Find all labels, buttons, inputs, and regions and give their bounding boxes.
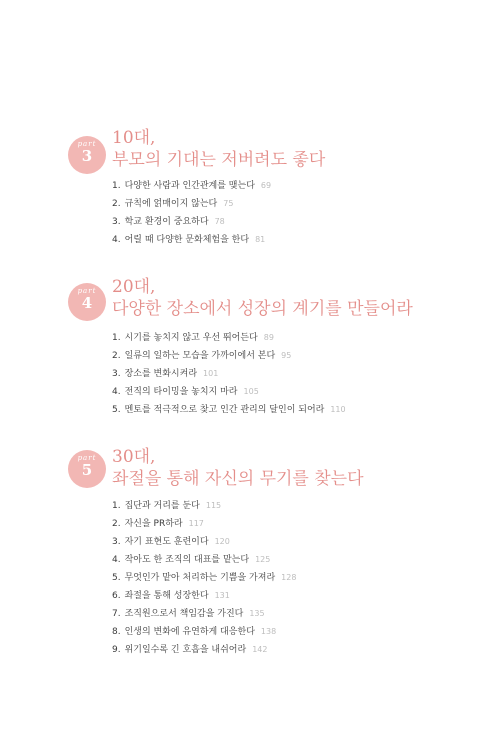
item-number: 1. xyxy=(112,181,121,191)
title-line-1: 10대, xyxy=(112,128,156,148)
item-page: 117 xyxy=(188,519,204,528)
badge-word: part xyxy=(77,140,97,148)
item-text: 전직의 타이밍을 놓치지 마라 xyxy=(124,387,238,397)
item-number: 4. xyxy=(112,235,121,245)
item-page: 142 xyxy=(252,645,268,654)
item-page: 101 xyxy=(203,369,219,378)
part-3-badge xyxy=(68,136,106,174)
item-text: 자신을 PR하라 xyxy=(124,519,183,529)
item-number: 4. xyxy=(112,387,121,397)
item-text: 일류의 일하는 모습을 가까이에서 본다 xyxy=(124,351,276,361)
title-line-1: 30대, xyxy=(112,447,156,467)
item-page: 138 xyxy=(260,627,277,636)
title-line-2: 좌절을 통해 자신의 무기를 찾는다 xyxy=(112,469,364,489)
list-item[interactable] xyxy=(112,329,346,347)
list-item[interactable] xyxy=(112,533,296,551)
item-page: 89 xyxy=(263,333,274,342)
item-page: 128 xyxy=(281,573,297,582)
item-text: 작아도 한 조직의 대표를 맡는다 xyxy=(124,555,250,565)
item-number: 5. xyxy=(112,405,121,415)
item-number: 2. xyxy=(112,351,121,361)
item-text: 자기 표현도 훈련이다 xyxy=(124,537,209,547)
item-number: 4. xyxy=(112,555,121,565)
item-page: 120 xyxy=(214,537,230,546)
item-page: 110 xyxy=(330,405,346,414)
item-page: 105 xyxy=(243,387,259,396)
item-number: 3. xyxy=(112,537,121,547)
item-text: 인생의 변화에 유연하게 대응한다 xyxy=(124,627,255,637)
item-text: 학교 환경이 중요하다 xyxy=(124,217,209,227)
part-3-title xyxy=(112,127,325,171)
list-item[interactable] xyxy=(112,497,296,515)
part-5-badge xyxy=(68,450,106,488)
title-line-2: 부모의 기대는 저버려도 좋다 xyxy=(112,150,326,170)
item-page: 131 xyxy=(214,591,230,600)
part-4-title xyxy=(112,276,413,320)
badge-number: 4 xyxy=(81,294,93,312)
part-4-list xyxy=(112,329,346,419)
list-item[interactable] xyxy=(112,347,346,365)
list-item[interactable] xyxy=(112,515,296,533)
part-3-list xyxy=(112,177,271,249)
item-page: 125 xyxy=(255,555,271,564)
item-text: 장소를 변화시켜라 xyxy=(124,369,198,379)
list-item[interactable] xyxy=(112,365,346,383)
item-number: 9. xyxy=(112,645,121,655)
item-text: 무엇인가 맡아 처리하는 기쁨을 가져라 xyxy=(124,573,276,583)
list-item[interactable] xyxy=(112,623,296,641)
list-item[interactable] xyxy=(112,383,346,401)
list-item[interactable] xyxy=(112,605,296,623)
item-number: 3. xyxy=(112,217,121,227)
list-item[interactable] xyxy=(112,213,271,231)
item-number: 7. xyxy=(112,609,121,619)
item-number: 1. xyxy=(112,333,121,343)
item-text: 조직원으로서 책임감을 가진다 xyxy=(124,609,244,619)
title-line-1: 20대, xyxy=(112,277,156,297)
item-number: 2. xyxy=(112,199,121,209)
item-page: 135 xyxy=(249,609,265,618)
item-page: 78 xyxy=(214,217,225,226)
item-page: 75 xyxy=(223,199,234,208)
item-text: 다양한 사람과 인간관계를 맺는다 xyxy=(124,181,255,191)
item-number: 1. xyxy=(112,501,121,511)
item-number: 8. xyxy=(112,627,121,637)
item-page: 69 xyxy=(260,181,272,190)
item-number: 3. xyxy=(112,369,121,379)
list-item[interactable] xyxy=(112,177,271,195)
part-5-title xyxy=(112,446,364,490)
list-item[interactable] xyxy=(112,569,296,587)
part-4-badge xyxy=(68,283,106,321)
badge-word: part xyxy=(77,454,97,462)
item-page: 95 xyxy=(281,351,292,360)
list-item[interactable] xyxy=(112,401,346,419)
item-page: 81 xyxy=(255,235,266,244)
item-text: 멘토를 적극적으로 찾고 인간 관리의 달인이 되어라 xyxy=(124,405,325,415)
item-number: 6. xyxy=(112,591,121,601)
list-item[interactable] xyxy=(112,195,271,213)
badge-number: 3 xyxy=(81,147,93,165)
item-number: 5. xyxy=(112,573,121,583)
item-text: 집단과 거리를 둔다 xyxy=(124,501,200,511)
list-item[interactable] xyxy=(112,641,296,659)
item-text: 어릴 때 다양한 문화체험을 한다 xyxy=(124,235,250,245)
item-text: 시기를 놓치지 않고 우선 뛰어든다 xyxy=(124,333,258,343)
badge-word: part xyxy=(77,287,97,295)
part-5-list xyxy=(112,497,296,659)
list-item[interactable] xyxy=(112,231,271,249)
item-text: 위기일수록 긴 호흡을 내쉬어라 xyxy=(124,645,247,655)
list-item[interactable] xyxy=(112,551,296,569)
item-page: 115 xyxy=(205,501,222,510)
title-line-2: 다양한 장소에서 성장의 계기를 만들어라 xyxy=(112,299,413,319)
badge-number: 5 xyxy=(81,461,93,479)
item-text: 좌절을 통해 성장한다 xyxy=(124,591,209,601)
item-text: 규칙에 얽매이지 않는다 xyxy=(124,199,218,209)
list-item[interactable] xyxy=(112,587,296,605)
item-number: 2. xyxy=(112,519,121,529)
